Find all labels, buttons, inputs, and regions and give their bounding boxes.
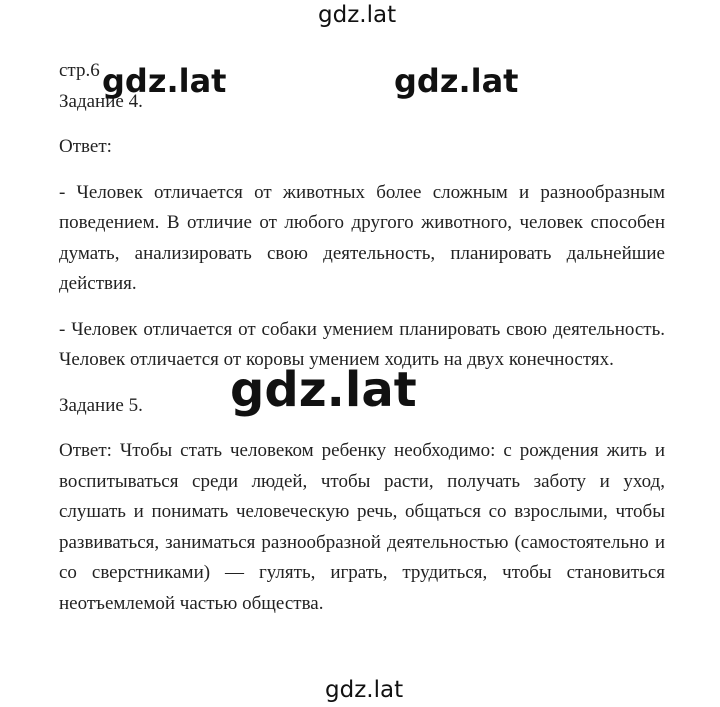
watermark-left: gdz.lat xyxy=(102,62,227,100)
watermark-center: gdz.lat xyxy=(230,362,417,418)
task-4-paragraph-2: - Человек отличается от собаки умением планировать свою деятельность. Человек отличается от коровы умением ходить на двух конечностях. xyxy=(59,318,665,370)
page-reference: стр.6 xyxy=(59,60,100,81)
document-body xyxy=(59,56,665,619)
watermark-bottom: gdz.lat xyxy=(325,677,404,703)
watermark-right: gdz.lat xyxy=(394,62,519,100)
task-4-heading: Задание 4. xyxy=(59,90,143,112)
task-4-answer-label: Ответ: xyxy=(59,136,112,157)
task-4-paragraph-1: - Человек отличается от животных более сложным и разнообразным поведением. В отличие от любого другого животного, человек способен думать, анализировать свою деятельность, планировать дальнейшие действия. xyxy=(59,181,665,294)
watermark-top: gdz.lat xyxy=(318,2,397,28)
task-5-heading: Задание 5. xyxy=(59,394,143,416)
task-5-answer: Ответ: Чтобы стать человеком ребенку необходимо: с рождения жить и воспитываться среди людей, чтобы расти, получать заботу и уход, слушать и понимать человеческую речь, общаться со взрослыми, чтобы развиваться, заниматься разнообразной деятельностью (самостоятельно и со сверстниками) — гулять, играть, трудиться, чтобы становиться неотъемлемой частью общества. xyxy=(59,440,665,614)
